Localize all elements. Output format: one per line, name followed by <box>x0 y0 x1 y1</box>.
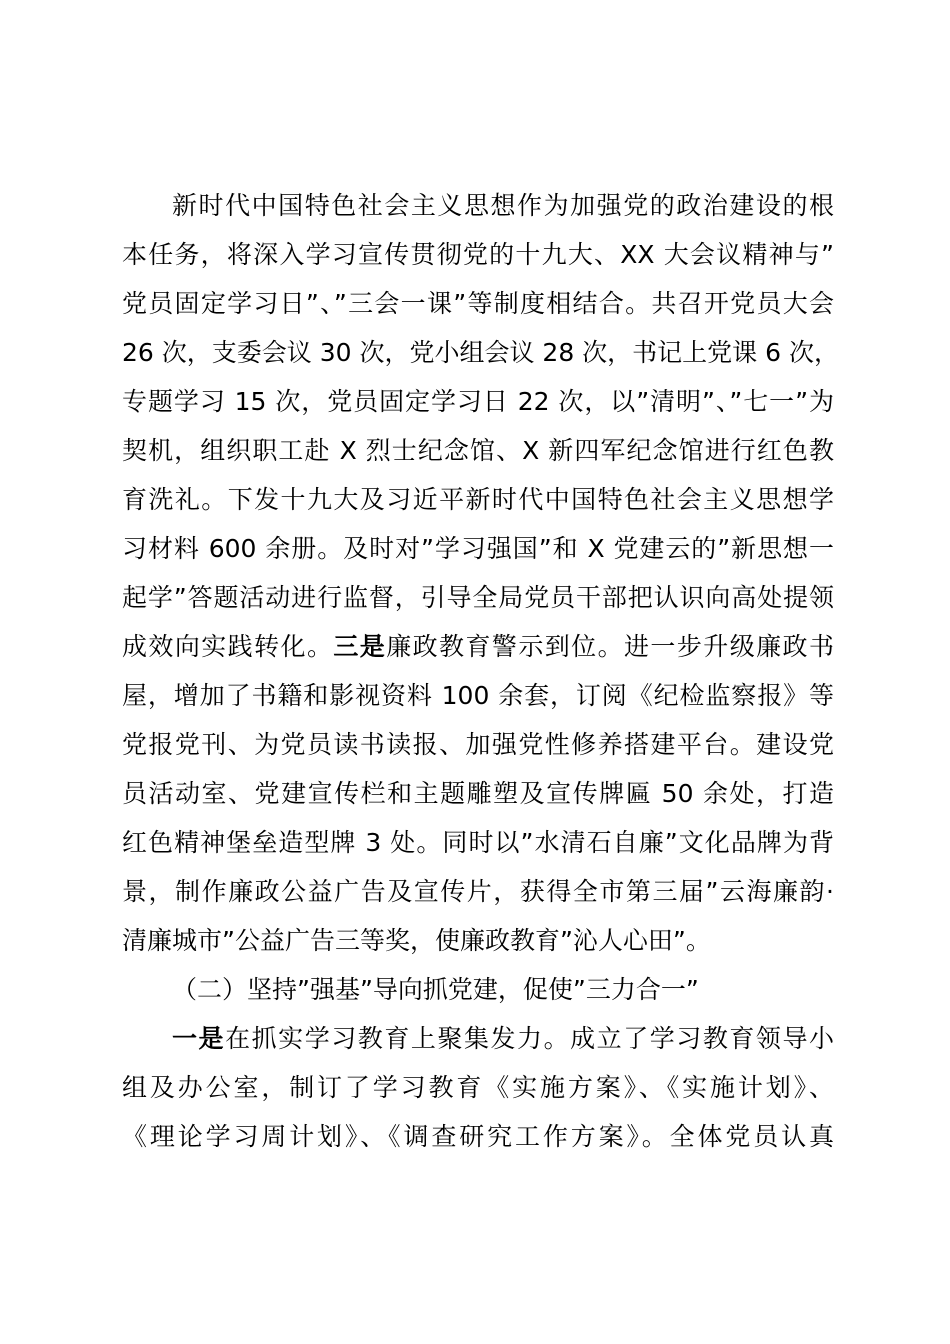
paragraph-line: 本任务，将深入学习宣传贯彻党的十九大、XX 大会议精神与” <box>122 240 834 269</box>
paragraph-line: 员活动室、党建宣传栏和主题雕塑及宣传牌匾 50 余处，打造 <box>122 779 834 808</box>
paragraph-line: 党员固定学习日”、”三会一课”等制度相结合。共召开党员大会 <box>122 289 834 318</box>
bold-lead-text: 三是 <box>333 632 387 661</box>
section-heading: （二）坚持”强基”导向抓党建，促使”三力合一” <box>172 975 699 1004</box>
text-segment: 在抓实学习教育上聚集发力。成立了学习教育领导小 <box>225 1024 834 1053</box>
paragraph-line: 屋，增加了书籍和影视资料 100 余套，订阅《纪检监察报》等 <box>122 681 834 710</box>
text-segment: 成效向实践转化。 <box>122 632 334 661</box>
paragraph-line: 契机，组织职工赴 X 烈士纪念馆、X 新四军纪念馆进行红色教 <box>122 436 834 465</box>
paragraph-line: 组及办公室，制订了学习教育《实施方案》、《实施计划》、 <box>122 1073 834 1102</box>
paragraph-line: 《理论学习周计划》、《调查研究工作方案》。全体党员认真 <box>122 1122 834 1151</box>
paragraph-line-last: 清廉城市”公益广告三等奖，使廉政教育”沁人心田”。 <box>122 926 711 955</box>
bold-lead-text: 一是 <box>172 1024 226 1053</box>
paragraph-line: 起学”答题活动进行监督，引导全局党员干部把认识向高处提领 <box>122 583 834 612</box>
paragraph-line-with-bold <box>122 627 834 667</box>
paragraph-line: 新时代中国特色社会主义思想作为加强党的政治建设的根 <box>172 191 834 220</box>
paragraph-line: 红色精神堡垒造型牌 3 处。同时以”水清石自廉”文化品牌为背 <box>122 828 834 857</box>
paragraph-line: 党报党刊、为党员读书读报、加强党性修养搭建平台。建设党 <box>122 730 834 759</box>
paragraph-line: 景，制作廉政公益广告及宣传片，获得全市第三届”云海廉韵· <box>122 877 834 906</box>
paragraph-line-with-bold <box>122 1019 834 1059</box>
paragraph-line: 育洗礼。下发十九大及习近平新时代中国特色社会主义思想学 <box>122 485 834 514</box>
paragraph-line: 26 次，支委会议 30 次，党小组会议 28 次，书记上党课 6 次， <box>122 338 839 367</box>
paragraph-line: 专题学习 15 次，党员固定学习日 22 次，以”清明”、”七一”为 <box>122 387 834 416</box>
text-segment: 廉政教育警示到位。进一步升级廉政书 <box>386 632 834 661</box>
paragraph-line: 习材料 600 余册。及时对”学习强国”和 X 党建云的”新思想一 <box>122 534 834 563</box>
